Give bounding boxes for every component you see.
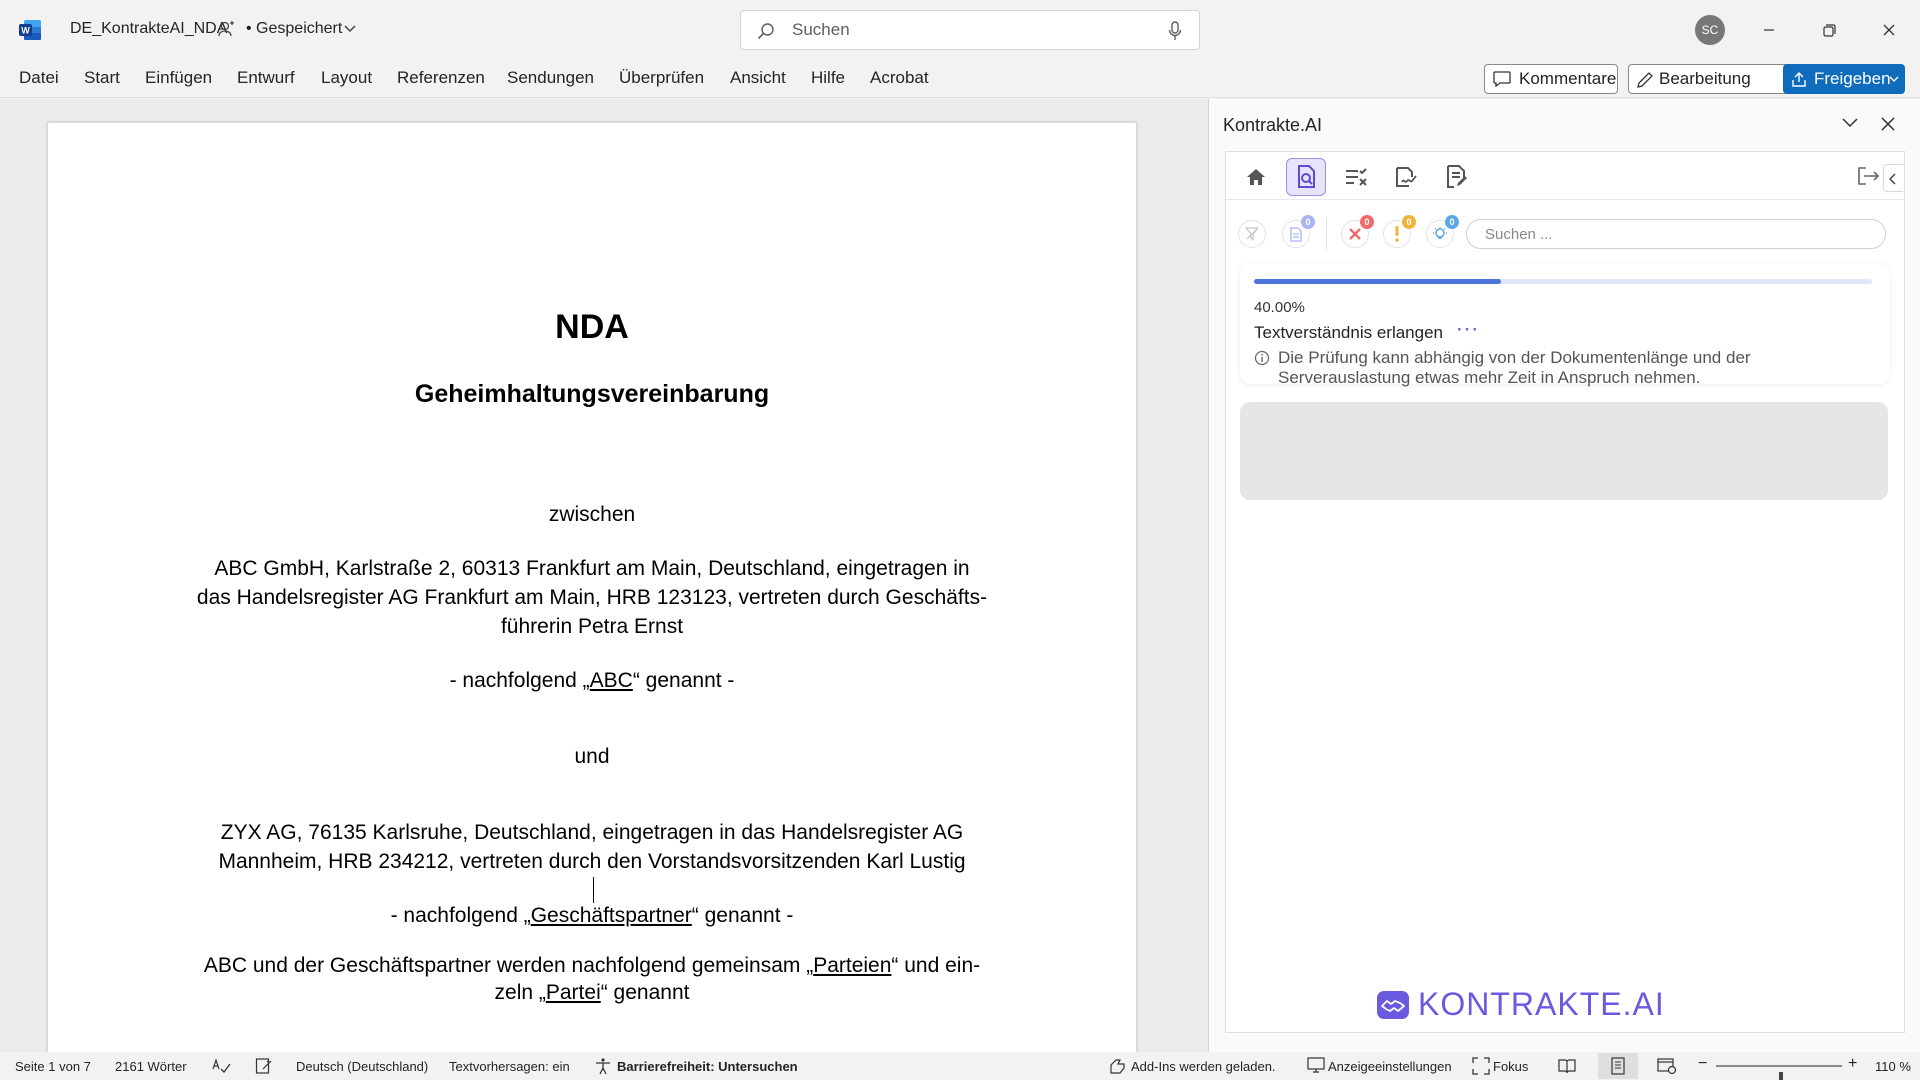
info-message: Die Prüfung kann abhängig von der Dokumentenlänge und der Serverauslastung etwas mehr Zeit in Anspruch nehmen.	[1278, 348, 1751, 387]
tab-acrobat[interactable]: Acrobat	[870, 68, 929, 87]
track-changes-icon[interactable]	[255, 1057, 273, 1075]
chevron-down-icon	[1889, 76, 1899, 83]
critical-filter-icon[interactable]	[1341, 217, 1370, 248]
progress-bar-fill	[1254, 279, 1501, 284]
search-box[interactable]	[740, 10, 1200, 50]
tab-hilfe[interactable]: Hilfe	[811, 68, 846, 87]
display-settings-icon	[1307, 1057, 1325, 1073]
alias-suffix: “ genannt -	[691, 904, 794, 927]
parties-definition-line	[48, 978, 1136, 1007]
party2-line: ZYX AG, 76135 Karlsruhe, Deutschland, eingetragen in das Handelsregister AG	[220, 821, 964, 844]
addins-icon	[1108, 1057, 1128, 1075]
definition-prefix: ABC und der Geschäftspartner werden nachfolgend gemeinsam „	[203, 954, 814, 977]
alias-prefix: - nachfolgend „	[390, 904, 531, 927]
brand-logo	[1376, 986, 1665, 1023]
text-cursor	[593, 877, 594, 903]
document-title: NDA	[555, 308, 629, 346]
party1-line: das Handelsregister AG Frankfurt am Main, HRB 123123, vertreten durch Geschäfts-	[196, 586, 988, 609]
definition-suffix: “ genannt	[600, 981, 690, 1004]
web-layout-icon[interactable]	[1657, 1057, 1677, 1075]
tab-entwurf[interactable]: Entwurf	[237, 68, 295, 87]
loading-skeleton	[1240, 402, 1888, 500]
count-badge: 0	[1301, 215, 1315, 229]
word-logo-icon	[19, 20, 41, 40]
party2-alias	[48, 901, 1136, 930]
tab-referenzen[interactable]: Referenzen	[397, 68, 485, 87]
addin-task-pane	[1208, 99, 1920, 1052]
page-count[interactable]: Seite 1 von 7	[15, 1059, 91, 1074]
zoom-level[interactable]: 110 %	[1875, 1059, 1911, 1074]
party1-line: ABC GmbH, Karlstraße 2, 60313 Frankfurt am Main, Deutschland, eingetragen in	[214, 557, 970, 580]
alias-suffix: “ genannt -	[632, 669, 735, 692]
current-step-label: Textverständnis erlangen	[1254, 323, 1444, 342]
comment-icon	[1493, 71, 1511, 87]
defined-term: ABC	[589, 669, 633, 692]
suggestion-filter-icon[interactable]	[1426, 217, 1455, 248]
info-icon	[1254, 350, 1270, 366]
document-search-icon[interactable]	[1286, 158, 1326, 196]
count-badge: 0	[1445, 215, 1459, 229]
user-avatar[interactable]: SC	[1695, 15, 1725, 45]
brand-wordmark: KONTRAKTE.AI	[1418, 986, 1665, 1022]
count-badge: 0	[1402, 215, 1416, 229]
progress-bar	[1254, 279, 1872, 284]
tab-ansicht[interactable]: Ansicht	[730, 68, 786, 87]
minimize-window-icon[interactable]	[1755, 16, 1783, 44]
title-bar	[0, 0, 1920, 60]
document-filter-icon[interactable]	[1282, 217, 1311, 248]
editing-label: Bearbeitung	[1659, 69, 1751, 88]
party1-line: führerin Petra Ernst	[500, 615, 684, 638]
focus-mode[interactable]: Fokus	[1493, 1059, 1529, 1074]
document-page[interactable]	[47, 122, 1137, 1052]
defined-term: Parteien	[813, 954, 892, 977]
defined-term: Partei	[545, 981, 601, 1004]
comments-button[interactable]	[1484, 64, 1618, 94]
close-window-icon[interactable]	[1875, 16, 1903, 44]
filter-separator	[1326, 218, 1327, 250]
editing-mode-button[interactable]	[1628, 64, 1808, 94]
text-predictions-status[interactable]: Textvorhersagen: ein	[449, 1059, 570, 1074]
addins-loading-status: Add-Ins werden geladen.	[1131, 1059, 1276, 1074]
alias-prefix: - nachfolgend „	[449, 669, 590, 692]
definition-suffix: “ und ein-	[891, 954, 981, 977]
status-bar	[0, 1052, 1920, 1080]
checklist-icon[interactable]	[1336, 158, 1376, 196]
search-placeholder: Suchen	[792, 20, 850, 39]
home-icon[interactable]	[1236, 158, 1276, 196]
zoom-slider[interactable]	[1716, 1065, 1842, 1067]
zoom-in-button[interactable]: +	[1848, 1055, 1858, 1072]
restore-window-icon[interactable]	[1815, 16, 1843, 44]
zoom-out-button[interactable]: −	[1698, 1055, 1708, 1072]
save-status[interactable]: • Gespeichert	[246, 20, 343, 37]
accessibility-icon	[594, 1057, 612, 1075]
sign-out-icon[interactable]	[1856, 166, 1880, 186]
tab-einfuegen[interactable]: Einfügen	[145, 68, 213, 87]
progress-percentage: 40.00%	[1254, 299, 1305, 316]
print-layout-icon[interactable]	[1609, 1057, 1627, 1075]
focus-icon	[1472, 1057, 1490, 1075]
parties-definition-line	[48, 951, 1136, 980]
word-count[interactable]: 2161 Wörter	[115, 1059, 187, 1074]
party1-alias	[48, 666, 1136, 695]
svg-text:W: W	[21, 25, 30, 36]
microphone-icon[interactable]	[1168, 21, 1182, 41]
tab-layout[interactable]: Layout	[321, 68, 373, 87]
party2-line: Mannheim, HRB 234212, vertreten durch den Vorstandsvorsitzenden Karl Lustig	[218, 850, 966, 873]
proofing-icon[interactable]	[211, 1057, 231, 1075]
addin-navigation	[1226, 152, 1904, 200]
language-status[interactable]: Deutsch (Deutschland)	[296, 1059, 429, 1074]
search-icon	[757, 22, 775, 40]
accessibility-status[interactable]: Barrierefreiheit: Untersuchen	[617, 1059, 798, 1074]
loading-dots: ···	[1457, 320, 1480, 339]
chevron-down-icon[interactable]	[1841, 117, 1859, 129]
zoom-slider-thumb[interactable]	[1779, 1072, 1783, 1080]
tab-start[interactable]: Start	[84, 68, 120, 87]
pane-title: Kontrakte.AI	[1223, 115, 1323, 135]
kontrakte-addin	[1225, 151, 1905, 1033]
document-subtitle: Geheimhaltungsvereinbarung	[414, 380, 770, 408]
document-canvas[interactable]	[0, 99, 1208, 1052]
share-icon	[1790, 71, 1808, 89]
share-button[interactable]	[1783, 64, 1905, 94]
tab-datei[interactable]: Datei	[19, 68, 59, 87]
and-text: und	[574, 745, 610, 768]
signature-icon[interactable]	[1386, 158, 1426, 196]
handshake-logo-icon	[1376, 990, 1410, 1020]
count-badge: 0	[1360, 215, 1374, 229]
addin-search-input[interactable]: Suchen ...	[1466, 219, 1886, 249]
sidebar-toggle[interactable]	[1883, 164, 1903, 192]
tab-sendungen[interactable]: Sendungen	[507, 68, 594, 87]
analysis-progress-card	[1240, 264, 1890, 387]
document-name[interactable]: DE_KontrakteAI_NDA	[70, 20, 228, 37]
chevron-down-icon[interactable]	[344, 25, 356, 33]
between-text: zwischen	[548, 503, 636, 526]
shared-people-icon	[218, 20, 236, 38]
warning-filter-icon[interactable]	[1383, 217, 1412, 248]
document-edit-icon[interactable]	[1436, 158, 1476, 196]
chevron-left-icon	[1889, 173, 1897, 185]
display-settings[interactable]: Anzeigeeinstellungen	[1328, 1059, 1452, 1074]
clear-filter-icon[interactable]	[1238, 220, 1266, 248]
pencil-icon	[1635, 70, 1655, 90]
share-label: Freigeben	[1814, 69, 1891, 88]
close-pane-icon[interactable]	[1881, 117, 1895, 131]
definition-prefix: zeln „	[494, 981, 546, 1004]
comments-label: Kommentare	[1519, 69, 1617, 88]
tab-ueberpruefen[interactable]: Überprüfen	[619, 68, 705, 87]
read-mode-icon[interactable]	[1557, 1057, 1577, 1075]
defined-term: Geschäftspartner	[530, 904, 692, 927]
